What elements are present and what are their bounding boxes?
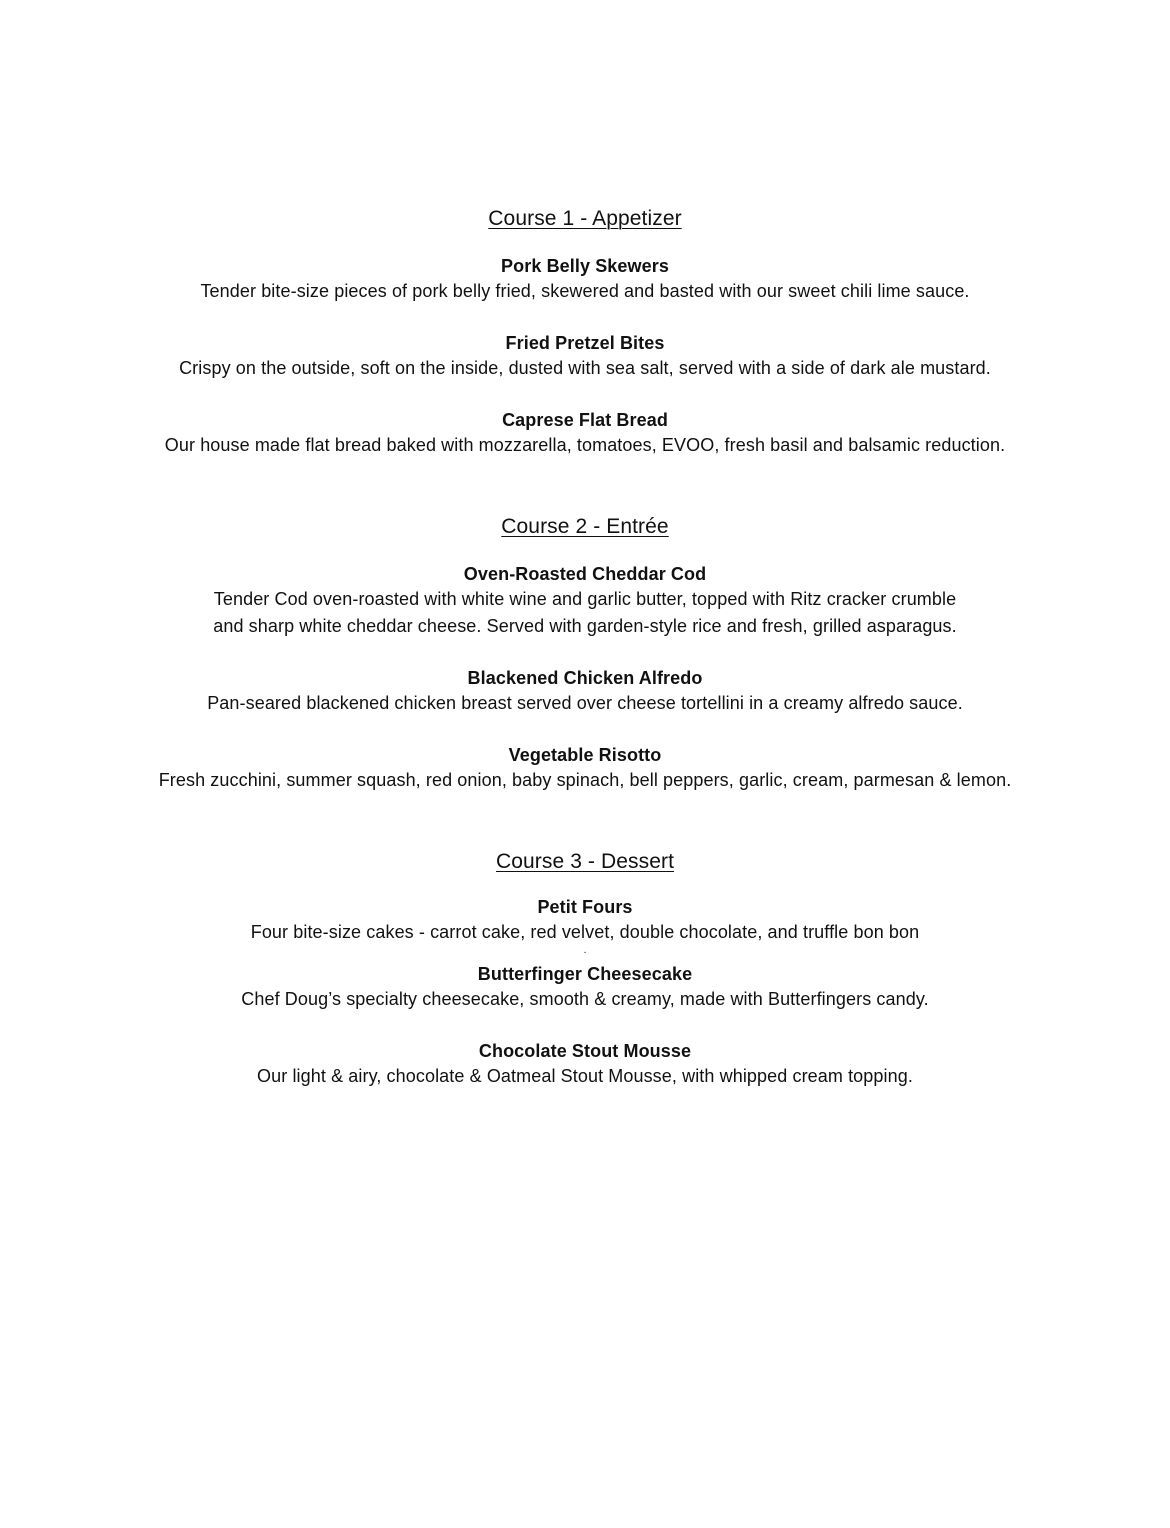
course-entree: [0, 514, 1170, 794]
dish-name: Fried Pretzel Bites: [505, 333, 665, 353]
dish-blackened-chicken-alfredo: [0, 666, 1170, 717]
dish-description: Four bite-size cakes - carrot cake, red velvet, double chocolate, and truffle bon bon: [250, 922, 920, 942]
course-title: Course 3 - Dessert: [495, 850, 675, 873]
dish-petit-fours: [0, 895, 1170, 956]
dish-oven-roasted-cheddar-cod: [0, 562, 1170, 640]
dish-pork-belly-skewers: [0, 254, 1170, 305]
course-appetizer: [0, 206, 1170, 459]
dish-name: Pork Belly Skewers: [501, 256, 669, 276]
dish-name: Caprese Flat Bread: [502, 410, 668, 430]
dish-description: Tender bite-size pieces of pork belly fried, skewered and basted with our sweet chili lime sauce.: [200, 281, 970, 301]
dish-name: Chocolate Stout Mousse: [478, 1041, 692, 1061]
dish-description-line-1: Tender Cod oven-roasted with white wine and garlic butter, topped with Ritz cracker crumble: [213, 589, 957, 609]
stray-period: .: [583, 945, 587, 956]
dish-vegetable-risotto: [0, 743, 1170, 794]
dish-description: Chef Doug’s specialty cheesecake, smooth & creamy, made with Butterfingers candy.: [241, 989, 929, 1009]
dish-description: Crispy on the outside, soft on the inside, dusted with sea salt, served with a side of dark ale mustard.: [179, 358, 991, 378]
course-title: Course 2 - Entrée: [501, 515, 669, 538]
dish-description: Fresh zucchini, summer squash, red onion, baby spinach, bell peppers, garlic, cream, parmesan & lemon.: [158, 770, 1012, 790]
course-dessert: [0, 849, 1170, 1090]
dish-name: Butterfinger Cheesecake: [477, 964, 693, 984]
course-title: Course 1 - Appetizer: [488, 207, 682, 230]
dish-name: Oven-Roasted Cheddar Cod: [463, 564, 707, 584]
dish-chocolate-stout-mousse: [0, 1039, 1170, 1090]
dish-butterfinger-cheesecake: [0, 962, 1170, 1013]
dish-description: Pan-seared blackened chicken breast served over cheese tortellini in a creamy alfredo sauce.: [207, 693, 963, 713]
dish-caprese-flat-bread: [0, 408, 1170, 459]
dish-fried-pretzel-bites: [0, 331, 1170, 382]
dish-name: Vegetable Risotto: [508, 745, 662, 765]
dish-name: Petit Fours: [537, 897, 633, 917]
dish-description: Our light & airy, chocolate & Oatmeal Stout Mousse, with whipped cream topping.: [257, 1066, 913, 1086]
dish-name: Blackened Chicken Alfredo: [467, 668, 703, 688]
dish-description-line-2: and sharp white cheddar cheese. Served with garden-style rice and fresh, grilled asparagus.: [213, 616, 957, 636]
dish-description: Our house made flat bread baked with mozzarella, tomatoes, EVOO, fresh basil and balsamic reduction.: [164, 435, 1006, 455]
